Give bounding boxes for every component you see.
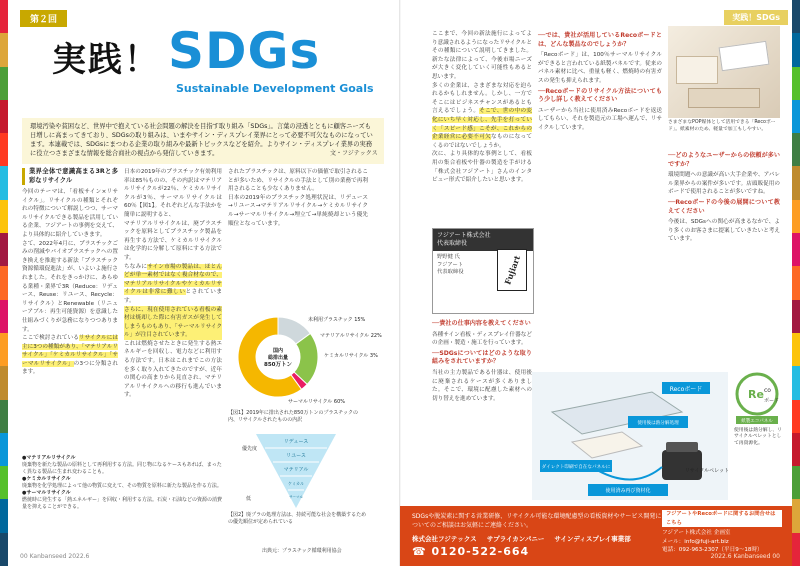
body-column-3 [228,168,368,228]
banner-phone-number: 0120-522-664 [431,545,530,558]
pr-column-2 [538,30,662,133]
pr-column-3 [668,150,780,244]
text-run: 多くの企業は、さまざまな対応を迫られるかもしれません。しかし、一方でそこにはビジネスチャンスがあるとも言えるでしょう。 [432,82,532,115]
priority-pyramid [236,430,356,510]
reco-badge-svg [734,372,780,424]
contact-banner [400,506,792,566]
interview-question: ──Recoボードの今後の展開について教えてください [668,198,780,215]
pie-center-label: 国内 [272,348,284,354]
badge-sub: 紙製エコパネル [741,419,773,424]
sdgs-color-strip-right [792,0,800,566]
fujiart-logo [497,249,527,291]
page-gutter [399,0,401,566]
photo-pop-stand [676,56,718,84]
banner-right [662,510,782,555]
fujiart-logo-text: Fujiart [502,254,522,286]
diagram-label: 使用後は熱分解処理 [637,421,679,426]
definition-body: 廃棄物を化学処理によって他の物質に変えて、その物質を原料に新たな製品を作る方法。 [22,483,222,489]
paragraph: これは燃焼させたときに発生する熱エネルギーを回収し、電力などに利用する方法です。日本はこれまでこの方法を多く取り入れてきたのですが、近年の関心の高まりから見直され、マテリアルリサイクルへの移行も進んでいます。 [124,340,222,399]
definition-term: ●サーマルリサイクル [22,490,71,496]
banner-phone[interactable] [412,545,529,558]
paragraph: 次に、より具体的な事例として、看板用の集合看板や什器の製造を手がける「株式会社フジアート」さんのインタビュー形式で紹介したいと思います。 [432,151,532,184]
pie-label-2: ケミカルリサイクル 3% [324,353,378,359]
pie-chart [228,305,382,410]
person-name: 野野健 氏 [437,254,460,260]
definition-term: ●マテリアルリサイクル [22,455,76,461]
interview-answer: 「Recoボード」は、100％サーマルリサイクルができると言われている紙製パネルです。従来のパネル素材に比べ、重量も軽く、燃焼時の有害ガスの発生も抑えられます。 [538,52,662,84]
paragraph: さて、2022年4月に、プラスチックごみの削減やバイオプラスチックへの置き換えを推進する新法「プラスチック資源循環促進法」が、いよいよ施行されました。それをきっかけに、あらゆる業種・業界で3R（Reduce：リデュース、Reuse：リユース、Recycle：リサイクル）とRenewable（リニューアブル：再生可能資源）を意識した仕組みづくりが急務になりつつあります。 [22,240,118,333]
company-title: 代表取締役 [437,240,468,247]
lead-author: 文・フジテックス [330,150,378,157]
magazine-name: 2022.6 Kanbanseed [710,553,771,560]
text-run: 廃プラスチックを原料としてプラスチック製品を再生する方法で、 [124,220,222,244]
badge-re: Re [748,388,764,401]
pie-chart-svg [228,305,382,410]
banner-message: SDGsや脱炭素に関する営業研修、リサイクル可能な環境配慮型の看板資材やサービス開発についてのご相談はお気軽にご連絡ください。 [412,513,662,529]
banner-company [412,534,641,543]
text-run: なものになってくるのではないでしょうか。 [432,134,532,149]
title-sdgs: SDGs [168,22,321,80]
text-run: ケミカルリサイクルは化学的に分解して原料にする方法です。 [124,237,223,261]
title-jissen: 実践！ [52,40,160,80]
page-number-right [711,553,780,560]
page-number-left [20,553,89,560]
highlight-text: サイン市場の製品は、ほとんどが単一素材ではなく複合材なので、マテリアルリサイクルやケミカルリサイクルは非常に難しい [124,263,222,296]
interview-question: ──SDGsについてはどのような取り組みをされていますか？ [432,349,532,366]
banner-right-line[interactable]: メール：info@fuji-art.biz [662,538,729,545]
pie-center-label: 総排出量 [267,355,289,361]
interview-answer: 当社の主力製品である什器は、使用後に廃棄されるケースが多くありました。そこで、環境に配慮した素材への切り替えを進めています。 [432,369,532,402]
company-card [432,228,534,314]
paragraph [22,334,118,377]
figure1-caption: 【図1】2019年に排出された850万トンのプラスチックの内、リサイクルされたものの内訳 [228,410,359,423]
pie-label-1: マテリアルリサイクル 22% [320,333,382,339]
banner-company-division: サプライカンパニー [486,535,545,543]
diagram-label: Recoボード [669,386,703,393]
figure-source: 出典元：プラスチック循環利用協会 [262,548,342,554]
paragraph: 今回のテーマは、「看板サイン×リサイクル」。リサイクルの種類とそれぞれの特徴について解説しつつ、サーマルリサイクルできる製品を活用している企業、フジアートの事例を交えて、より具体的に紹介していきます。 [22,189,118,238]
page-number: 00 [772,553,780,560]
photo-tray [688,88,760,108]
pyramid-level: リユース [286,453,306,459]
company-name: フジアート株式会社 [437,232,491,239]
recycle-diagram-svg [532,372,728,500]
banner-right-line[interactable]: 電話：092-963-2307（平日9～18時） [662,547,763,553]
banner-right-head: フジアートやRecoボードに関するお問合せはこちら [662,510,782,527]
person-org: フジアート [437,261,464,268]
series-tag: 第２回 [20,10,67,27]
diagram-label: 使用済み再び資材化 [605,488,651,494]
person-role: 代表取締役 [437,269,464,275]
interview-question: ──貴社の仕事内容を教えてください [432,320,531,327]
series-tag-right: 実践！SDGs [724,10,788,25]
interview-question: ──では、貴社が活用しているRecoボードとは、どんな製品なのでしょうか？ [538,32,662,48]
paragraph [124,263,222,306]
paragraph: ここまで、今回の新法施行によってより意識されるようになったリサイクルとその種類について説明してきました。新たな法律によって、今後市場ニーズが大きく変化していく可能性もあると思います。 [432,31,532,80]
highlight-text: そこで、世の中の変化にいち早く対応し、先手を打っていく「スピード感」こそが、これからの企業経営に必要不可欠 [432,108,532,141]
interview-answer: 各種サイン看板・ディスプレイ什器などの企画・製造・施工を行っています。 [432,331,532,347]
diagram-label: リサイクルペレット [684,468,730,474]
definition-body: 廃棄物を新たな製品の原料として再利用する方法。同じ物になるケースもあれば、まったく異なる製品に生まれ変わることも。 [22,462,222,475]
phone-icon: ☎ [412,545,432,558]
pie-label-3: サーマルリサイクル 60% [288,399,346,405]
pie-center-label: 850万トン [264,362,292,368]
page-number: 00 [20,553,28,560]
company-card-header [433,229,533,251]
highlight-text: リサイクルには主に3つの種類があり、「マテリアルリサイクル」「ケミカルリサイクル」「サーマルリサイクル」 [22,335,118,367]
photo-sign-panel [719,41,770,71]
interview-answer: 今後は、SDGsへの関心が高まるなかで、より多くのお客さまに提案していきたいと考えています。 [668,219,780,243]
pyramid-axis-top: 優先度 [242,446,258,452]
reco-caption: 使用後は熱分解し、リサイクルペレットとして再資源化。 [734,428,782,446]
paragraph: 日本の2019年のプラスチック有効利用率は85％ものの、その内訳はマテリアルリサイクルが22％、ケミカルリサイクルが3％、サーマルリサイクルは60％【図1】。それぞれどんな手法かを簡単に説明すると、 [124,169,222,218]
paragraph [124,220,222,263]
pyramid-level: ケミカル [288,481,304,486]
interview-answer: ユーザーから当社に使用済みRecoボードを返送してもらい、それを製造元の工場へ運んで、リサイクルしています。 [538,107,662,131]
pyramid-level: マテリアル [283,467,309,473]
pr-column-1 [432,30,532,185]
pellet-lid [666,442,698,452]
interview-question: ──Recoボードのリサイクル方法についてもう少し詳しく教えてください [538,87,662,104]
paragraph: 日本の2019年のプラスチック処理状況は、リデュース→リユース→マテリアルリサイクル→ケミカルリサイクル→サーマルリサイクル→埋立て→単純焼却という優先順位となっています。 [228,194,368,227]
paragraph [432,82,532,151]
paragraph: されたプラスチックは、原料以下の価値で取引されることが多いため、リサイクルの手法として別の業務で再利用されることも少なくありません。 [228,169,368,193]
photo-caption: さまざまなPOP媒体として活用できる「Recoボード」。紙素材のため、軽量で加工もしやすい。 [668,120,776,132]
definition-term: ●ケミカルリサイクル [22,476,71,482]
banner-company-dept: サインディスプレイ事業部 [554,535,631,543]
pie-label-0: 未利用プラスチック 15% [308,317,366,323]
pyramid-axis-bottom: 低 [246,496,252,502]
definition-body: 燃焼時に発生する「熱エネルギー」を回収・利用する方法。石炭・石油などの資源の消費量を抑えることができる。 [22,497,223,510]
pyramid-svg [236,430,356,510]
body-column-2 [124,168,222,400]
sdgs-color-strip-left [0,0,8,566]
banner-right-line: フジアート株式会社 企画室 [662,530,731,536]
reco-badge [734,372,780,424]
reco-board-photo [668,26,780,118]
badge-word: ボード [764,398,780,404]
section-heading: 業界全体で意識高まる3Rと多彩なリサイクル [22,168,118,185]
magazine-name: Kanbanseed 2022.6 [29,553,90,560]
banner-company-name: 株式会社フジテックス [412,535,477,543]
diagram-label: ダイレクト印刷で自在なパネルに [541,465,611,470]
recycle-diagram [532,372,728,500]
pr-column-1b [432,318,532,403]
body-column-1 [22,168,118,377]
title-subtitle: Sustainable Development Goals [176,82,374,95]
text-run: とされています。 [124,289,222,304]
figure2-caption: 【図2】廃プラの処理方法は、持続可能な社会を構築するための優先順位が定められている [228,512,367,525]
interview-answer: 環境問題への意識が高い大手企業や、アパレル業界からの案件が多いです。店頭販促用のボードで使用されることが多いですね。 [668,172,780,196]
pyramid-level: サーマル [289,495,303,499]
badge-co: co [764,387,771,394]
text-run: マテリアルリサイクルは、 [124,220,194,227]
text-run: ちなみに [124,263,148,270]
definitions-box [22,455,222,511]
text-run: ここで検討されている [22,335,79,342]
interview-question: ──どのようなユーザーからの依頼が多いですか？ [668,152,780,168]
text-run: の3つに分類されます。 [22,360,118,376]
lead-paragraph: 環境汚染や貧困など、世界中で抱えている社会問題の解決を目指す取り組み「SDGs」。言葉の浸透とともに顧客ニーズも日増しに高まってきており、SDGsの取り組みは、いまやサイン・ディスプレイ業界にとって必要不可欠なものになっています。本連載では、SDGsにまつわる企業の取り組みや最新トピックスなどを紹介。よりサイン・ディスプレイ業界の実務に役立つさまざまな情報を総合商社の視点から発信していきます。 [22,118,384,164]
pyramid-level: リデュース [283,439,309,445]
paragraph: さらに、現在使用されている看板の素材は焼却した際に有害ガスが発生してしまうものもあり、「サーマルリサイクル」が注目されています。 [124,306,222,339]
pellet-container [662,450,702,480]
